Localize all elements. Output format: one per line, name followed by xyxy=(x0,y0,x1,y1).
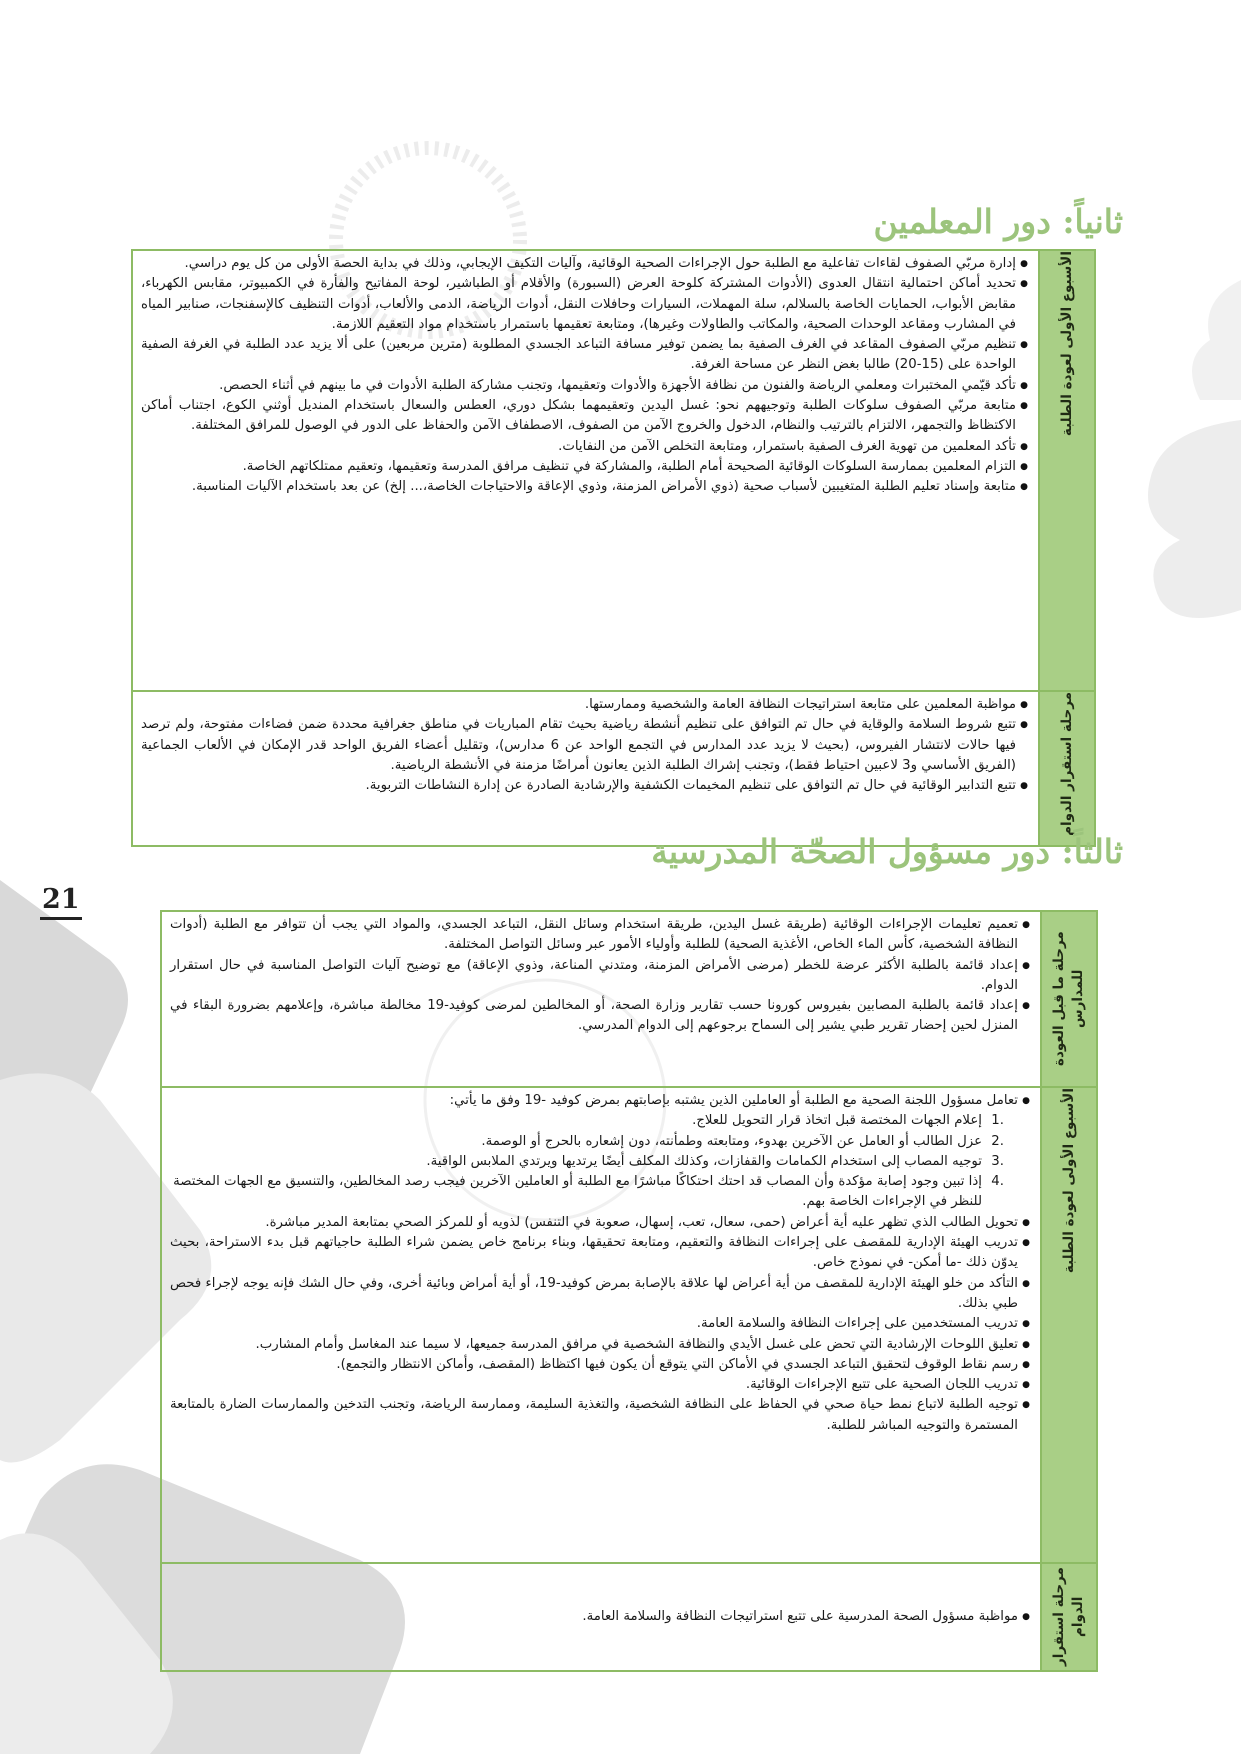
bullet-list xyxy=(170,1091,1030,1111)
stage-label: الأسبوع الأولى لعودة الطلبة xyxy=(1060,1088,1077,1274)
content-cell xyxy=(161,911,1041,1087)
stage-label: مرحلة ما قبل العودة للمدارس xyxy=(1051,931,1086,1067)
list-item: ● تدريب اللجان الصحية على تتبع الإجراءات الوقائية. xyxy=(170,1375,1030,1395)
table-row xyxy=(161,1563,1097,1671)
stage-cell xyxy=(1041,1563,1097,1671)
list-item: ● تعميم تعليمات الإجراءات الوقائية (طريقة غسل اليدين، طريقة استخدام وسائل النقل، التباعد الجسدي، والمواد التي يجب أن تتوافر مع الطلبة (أدوات النظافة الشخصية، كأس الماء الخاص، الأغذية الصحية) للطلبة وأولياء الأمور عبر وسائل التواصل المختلفة. xyxy=(170,915,1030,956)
list-item: ● تحديد أماكن احتمالية انتقال العدوى (الأدوات المشتركة كلوحة العرض (السبورة) والأقلام أو الطباشير، لوحة المفاتيح والفأرة في الكمبيوتر، مقابس الكهرباء، مقابض الأبواب، الحمايات الخاصة بالسلالم، سلة المهملات، السيارات وحافلات النقل، أدوات الرياضة، الدمى والألعاب، أدوات التنظيف كالإسفنجات، صنابير المياه في المشارب ومقاعد الوحدات الصحية، والمكاتب والطاولات وغيرها)، ومتابعة تعقيمها باستمرار باستخدام مواد التعقيم اللازمة. xyxy=(141,274,1028,335)
bullet-list xyxy=(170,1607,1030,1627)
numbered-item xyxy=(170,1132,1004,1152)
numbered-item xyxy=(170,1152,1004,1172)
bullet-list xyxy=(141,254,1028,498)
list-item: ● تدريب الهيئة الإدارية للمقصف على إجراءات النظافة والتعقيم، ومتابعة تحقيقها، وبناء برنامج خاص يضمن شراء الطلبة حاجياتهم قبل بدء الاستراحة، بحيث يدوّن ذلك -ما أمكن- في نموذج خاص. xyxy=(170,1233,1030,1274)
content-cell xyxy=(161,1087,1041,1563)
list-item: ● تحويل الطالب الذي تظهر عليه أية أعراض (حمى، سعال، تعب، إسهال، صعوبة في التنفس) لذويه أو للمركز الصحي بمتابعة المدير مباشرة. xyxy=(170,1213,1030,1233)
list-item: ● توجيه الطلبة لاتباع نمط حياة صحي في الحفاظ على النظافة الشخصية، والتغذية السليمة، وممارسة الرياضة، وتجنب التدخين والممارسات الضارة بالمتابعة المستمرة والتوجيه المباشر للطلبة. xyxy=(170,1395,1030,1436)
teachers-role-table xyxy=(131,249,1096,847)
list-item: ● إعداد قائمة بالطلبة الأكثر عرضة للخطر (مرضى الأمراض المزمنة، ومتدني المناعة، وذوي الإعاقة) مع توضيح آليات التواصل المناسبة في حال استقرار الدوام. xyxy=(170,956,1030,997)
stage-label: مرحلة استقرار الدوام xyxy=(1051,1567,1086,1667)
list-item: ● تأكد قيّمي المختبرات ومعلمي الرياضة والفنون من نظافة الأجهزة والأدوات وتعقيمها، وتجنب مشاركة الطلبة الأدوات في ما بينهم في أثناء الحصص. xyxy=(141,376,1028,396)
numbered-list xyxy=(170,1111,1030,1212)
list-item: ● مواظبة مسؤول الصحة المدرسية على تتبع استراتيجات النظافة والسلامة العامة. xyxy=(170,1607,1030,1627)
numbered-item xyxy=(170,1172,1004,1213)
table-row xyxy=(132,691,1095,846)
list-item: ● تأكد المعلمين من تهوية الغرف الصفية باستمرار، ومتابعة التخلص الآمن من النفايات. xyxy=(141,437,1028,457)
table-row xyxy=(161,1087,1097,1563)
item-number: .1 xyxy=(991,1113,1004,1129)
item-number: .4 xyxy=(991,1174,1004,1190)
item-number: .2 xyxy=(991,1133,1004,1149)
stage-label: مرحلة استقرار الدوام xyxy=(1058,692,1075,836)
stage-cell xyxy=(1041,911,1097,1087)
list-item: ● تعليق اللوحات الإرشادية التي تحض على غسل الأيدي والنظافة الشخصية في مرافق المدرسة جميعها، لا سيما عند المغاسل وأمام المشارب. xyxy=(170,1335,1030,1355)
page-number: 21 xyxy=(40,883,82,920)
stage-cell xyxy=(1039,250,1095,691)
list-item: ● متابعة وإسناد تعليم الطلبة المتغيبين لأسباب صحية (ذوي الأمراض المزمنة، وذوي الإعاقة والاحتياجات الخاصة،... إلخ) عن بعد باستخدام الآليات المناسبة. xyxy=(141,477,1028,497)
list-item: ● التزام المعلمين بممارسة السلوكات الوقائية الصحيحة أمام الطلبة، والمشاركة في تنظيف مرافق المدرسة وتعقيمها، وتعقيم ممتلكاتهم الخاصة. xyxy=(141,457,1028,477)
section-title-teachers: ثانياً: دور المعلمين xyxy=(873,202,1123,241)
list-item: ● إعداد قائمة بالطلبة المصابين بفيروس كورونا حسب تقارير وزارة الصحة، أو المخالطين لمرضى كوفيد-19 مخالطة مباشرة، وإعلامهم بضرورة البقاء في المنزل لحين إحضار تقرير طبي يشير إلى السماح برجوعهم إلى الدوام المدرسي. xyxy=(170,996,1030,1037)
bullet-list xyxy=(170,1213,1030,1436)
list-item: ● تتبع شروط السلامة والوقاية في حال تم التوافق على تنظيم أنشطة رياضية بحيث تقام المباريات في مناطق جغرافية محددة ضمن فضاءات مفتوحة، ولم ترصد فيها حالات لانتشار الفيروس، (بحيث لا يزيد عدد المدارس في التجمع الواحد عن 6 مدارس)، وتقليل أعضاء الفريق الواحد قدر الإمكان في الألعاب الجماعية (الفريق الأساسي و3 لاعبين احتياط فقط)، وتجنب إشراك الطلبة الذين يعانون أمراضًا مزمنة في الأنشطة الرياضية. xyxy=(141,715,1028,776)
item-text: إذا تبين وجود إصابة مؤكدة وأن المصاب قد احتك احتكاكًا مباشرًا مع الطلبة أو العاملين الآخرين فيجب رصد المخالطين، والتنسيق مع الجهات المختصة للنظر في الإجراءات الخاصة بهم. xyxy=(173,1174,982,1210)
list-item: ● إدارة مربّي الصفوف لقاءات تفاعلية مع الطلبة حول الإجراءات الصحية الوقائية، وآليات التكيف الإيجابي، وذلك في بداية الحصة الأولى من كل يوم دراسي. xyxy=(141,254,1028,274)
section-title-school-health: ثالثاً: دور مسؤول الصحّة المدرسية xyxy=(651,832,1123,871)
list-item: ● التأكد من خلو الهيئة الإدارية للمقصف من أية أعراض لها علاقة بالإصابة بمرض كوفيد-19، أو أية أمراض وبائية أخرى، وفي حال الشك فإنه يوجه لإجراء فحص طبي بذلك. xyxy=(170,1274,1030,1315)
bullet-list xyxy=(141,695,1028,796)
bullet-list xyxy=(170,915,1030,1037)
item-number: .3 xyxy=(991,1153,1004,1169)
list-item: ● متابعة مربّي الصفوف سلوكات الطلبة وتوجيههم نحو: غسل اليدين وتعقيمهما بشكل دوري، العطس والسعال باستخدام المنديل أوثني الكوع، اجتناب أماكن الاكتظاظ والتجمهر، الالتزام بالترتيب والنظام، الدخول والخروج الآمن من الصفوف، الاصطفاف الآمن والحفاظ على الدور في الوصول للمرافق المختلفة. xyxy=(141,396,1028,437)
item-text: عزل الطالب أو العامل عن الآخرين بهدوء، ومتابعته وطمأنته، دون إشعاره بالحرج أو الوصمة. xyxy=(481,1133,982,1149)
item-text: إعلام الجهات المختصة قبل اتخاذ قرار التحويل للعلاج. xyxy=(692,1113,982,1129)
list-item: ● تنظيم مربّي الصفوف المقاعد في الغرف الصفية بما يضمن توفير مسافة التباعد الجسدي المطلوبة (مترين مربعين) على ألا يزيد عدد الطلبة في الغرفة الصفية الواحدة على (15-20) طالبا بغض النظر عن مساحة الغرفة. xyxy=(141,335,1028,376)
item-text: توجيه المصاب إلى استخدام الكمامات والقفازات، وكذلك المكلف أيضًا يرتديها ويرتدي الملابس الواقية. xyxy=(426,1153,982,1169)
content-cell xyxy=(161,1563,1041,1671)
list-item: ● مواظبة المعلمين على متابعة استراتيجات النظافة العامة والشخصية وممارستها. xyxy=(141,695,1028,715)
list-item: ● تعامل مسؤول اللجنة الصحية مع الطلبة أو العاملين الذين يشتبه بإصابتهم بمرض كوفيد -19 وفق ما يأتي: xyxy=(170,1091,1030,1111)
list-item: ● رسم نقاط الوقوف لتحقيق التباعد الجسدي في الأماكن التي يتوقع أن يكون فيها اكتظاظ (المقصف، وأماكن الانتظار والتجمع). xyxy=(170,1355,1030,1375)
list-item: ● تتبع التدابير الوقائية في حال تم التوافق على تنظيم المخيمات الكشفية والإرشادية الصادرة عن إدارة النشاطات التربوية. xyxy=(141,776,1028,796)
content-cell xyxy=(132,691,1039,846)
stage-cell xyxy=(1039,691,1095,846)
list-item: ● تدريب المستخدمين على إجراءات النظافة والسلامة العامة. xyxy=(170,1314,1030,1334)
table-row xyxy=(132,250,1095,691)
numbered-item xyxy=(170,1111,1004,1131)
stage-cell xyxy=(1041,1087,1097,1563)
school-health-role-table xyxy=(160,910,1098,1672)
table-row xyxy=(161,911,1097,1087)
content-cell xyxy=(132,250,1039,691)
stage-label: الأسبوع الأولى لعودة الطلبة xyxy=(1058,251,1075,437)
